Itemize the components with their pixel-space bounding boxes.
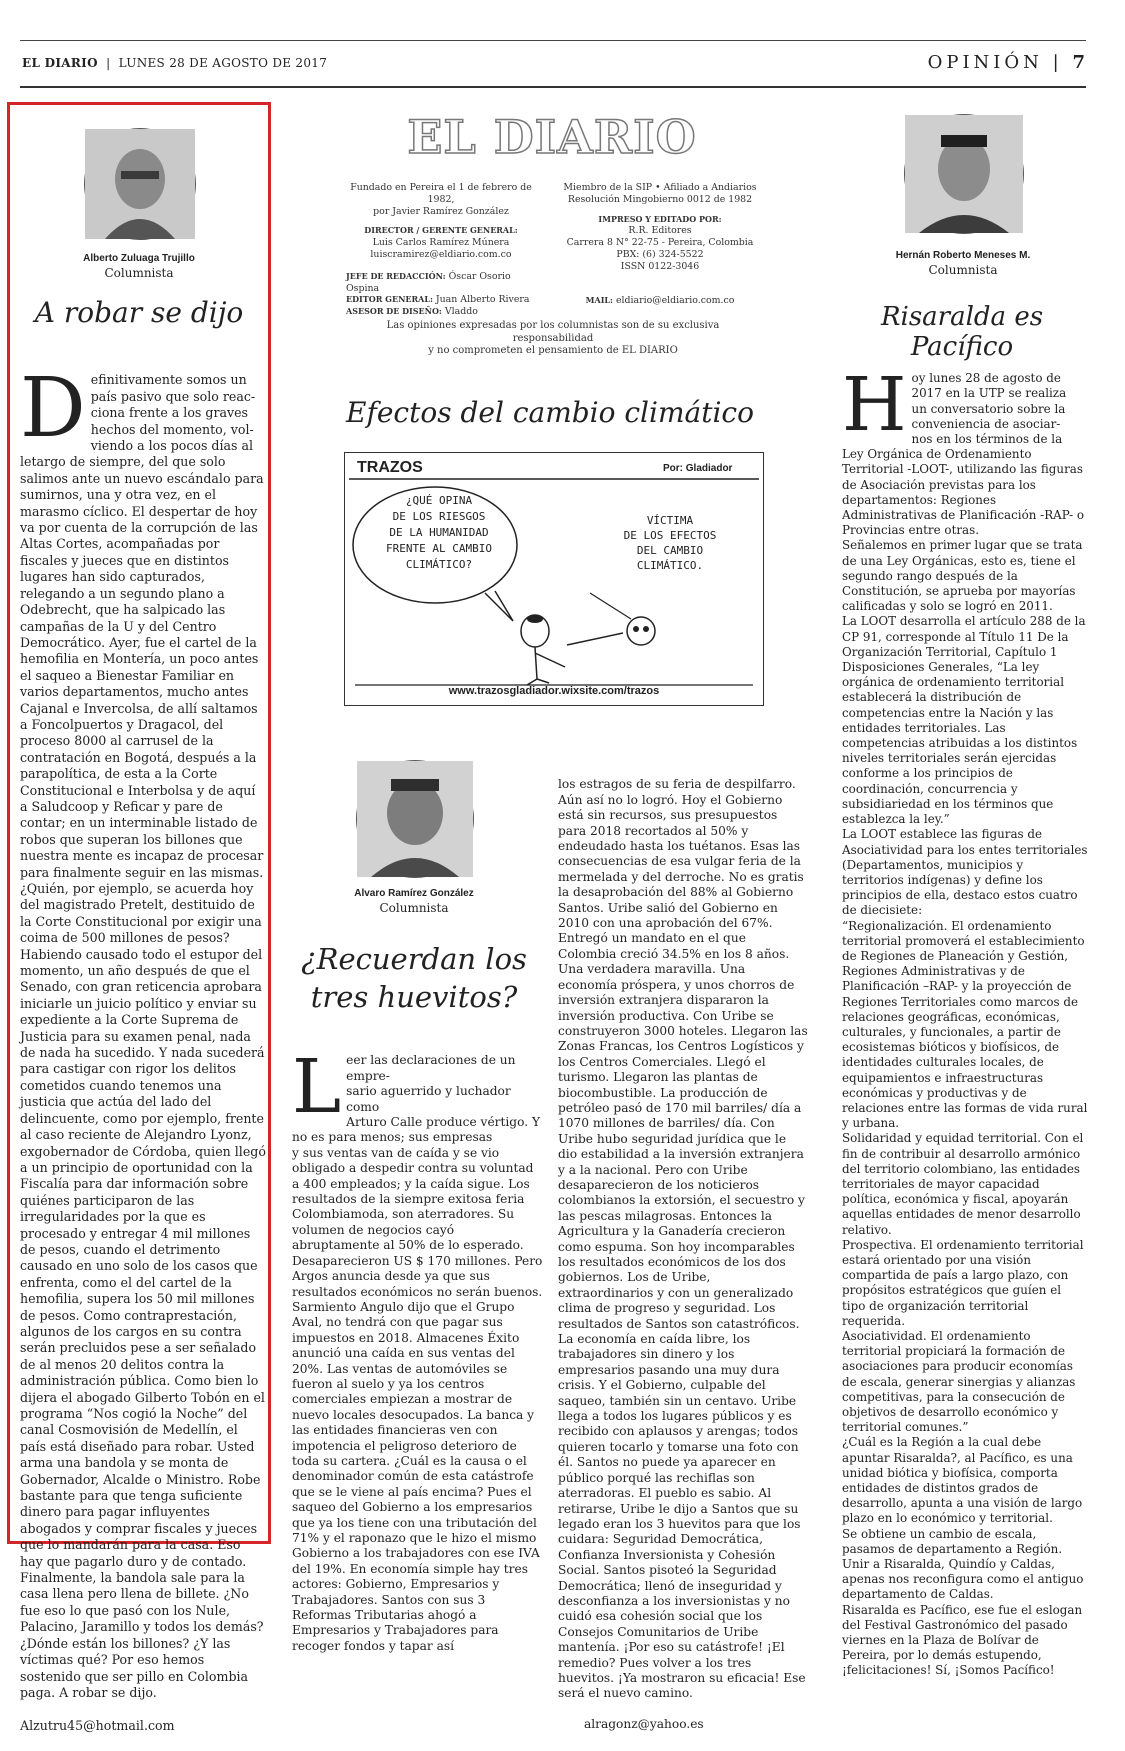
design-name: Vladdo	[444, 306, 478, 318]
masthead-left	[346, 182, 536, 318]
author-name: Alvaro Ramírez González	[354, 888, 474, 899]
speech-bubble-question: ¿QUÉ OPINA DE LOS RIESGOS DE LA HUMANIDAD FRENTE AL CAMBIO CLIMÁTICO?	[386, 494, 492, 571]
author-name: Alberto Zuluaga Trujillo	[83, 253, 195, 264]
cartoon-frame	[344, 452, 764, 706]
strip-name: TRAZOS	[357, 459, 423, 476]
drop-cap: D	[20, 361, 86, 457]
cartoon-headline: Efectos del cambio climático	[346, 396, 754, 429]
cartoon-drawing	[345, 453, 763, 705]
author-email: alragonz@yahoo.es	[584, 1717, 704, 1732]
article-title: ¿Recuerdan los tres huevitos?	[301, 942, 527, 1014]
page-number: 7	[1072, 52, 1089, 73]
article-lead: eer las declaraciones de un empre- sario aguerrido y luchador como Arturo Calle produce vértigo. Y no es para menos; sus empresas y sus ventas van de caída y se vio	[292, 1053, 540, 1160]
article-body	[292, 1038, 544, 1653]
portrait-image	[905, 115, 1023, 233]
portrait-image	[85, 129, 195, 239]
article-body	[842, 356, 1088, 1678]
author-photo	[84, 128, 196, 240]
header-dateline	[22, 56, 327, 70]
article-title: Risaralda es Pacífico	[880, 302, 1044, 362]
director-info: Luis Carlos Ramírez Múnera luiscramirez@eldiario.com.co	[370, 237, 512, 260]
printed-label: IMPRESO Y EDITADO POR:	[598, 213, 722, 224]
caption-victim: VÍCTIMA DE LOS EFECTOS DEL CAMBIO CLIMÁTICO.	[623, 514, 717, 572]
mail-address: eldiario@eldiario.com.co	[616, 294, 735, 306]
separator: |	[101, 56, 115, 70]
article-lead: efinitivamente somos un país pasivo que solo reac- ciona frente a los graves hechos del momento, vol- viendo a los pocos días al	[90, 372, 256, 454]
printed-info: R.R. Editores Carrera 8 N° 22-75 - Pereira, Colombia PBX: (6) 324-5522 ISSN 0122-3046	[566, 225, 754, 272]
article-lead: oy lunes 28 de agosto de 2017 en la UTP se realiza un conversatorio sobre la conveniencia de asociar- nos en los términos de la	[911, 371, 1067, 447]
author-email: Alzutru45@hotmail.com	[20, 1717, 175, 1733]
editor-name: Juan Alberto Rivera	[435, 294, 530, 306]
disclaimer: Las opiniones expresadas por los columnistas son de su exclusiva responsabilidad y no comprometen el pensamiento de EL DIARIO	[386, 320, 720, 356]
portrait-image	[357, 761, 473, 877]
strip-byline: Por: Gladiador	[663, 463, 733, 474]
article-text-b: los estragos de su feria de despilfarro. Aún así no lo logró. Hoy el Gobierno está sin recursos, sus presupuestos para 2018 recortados al 50% y endeudado hasta los tuétanos. Esas las consecuencias de esa vulgar feria de la mermelada y del derroche. No es gratis la desaprobación del 88% al Gobierno Santos. Uribe salió del Gobierno en 2010 con una aprobación del 67%. Entregó un mandato en el que Colombia creció 34.5% en los 8 años. Una verdadera maravilla. Una economía próspera, y unos chorros de inversión extranjera dispararon la inversión productiva. Con Uribe se construyeron 3000 hoteles. Llegaron las Zonas Francas, los Centros Logísticos y los Centros Comerciales. Llegó el turismo. Llegaron las plantas de biocombustible. La producción de petróleo pasó de 170 mil barriles/ día a 1070 millones de barriles/ día. Con Uribe hubo seguridad jurídica que le dio estabilidad a la inversión extranjera y a la nacional. Pero con Uribe desaparecieron de los noticieros colombianos la extorsión, el secuestro y las pescas milagrosas. Entonces la Agricultura y la Ganadería crecieron como espuma. Son hoy incomparables los resultados económicos de los dos gobiernos. Los de Uribe, extraordinarios y con un generalizado clima de progreso y seguridad. Los resultados de Santos son catastróficos. La economía en caída libre, los trabajadores sin dinero y los empresarios pasando una muy dura crisis. Y el Gobierno, culpable del saqueo, también sin un centavo. Uribe llega a todos los lugares públicos y es recibido con aplausos y arengas; todos quieren tocarlo y tomarse una foto con él. Santos no puede ya aparecer en público porqué las rechiflas son aterradoras. El pueblo es sabio. Al retirarse, Uribe le dijo a Santos que su legado eran los 3 huevitos para que los cuidara: Seguridad Democrática, Confianza Inversionista y Cohesión Social. Santos pisoteó la Seguridad Democrática; llenó de inseguridad y desconfianza a los inversionistas y no cuidó esa cohesión social que los Consejos Comunitarios de Uribe mantenía. ¡Por eso su catástrofe! ¡El remedio? Pues volver a los tres huevitos. ¡Ya mostraron su eficacia! Ese será el nuevo camino.	[558, 777, 808, 1701]
separator: |	[1052, 52, 1073, 73]
director-label: DIRECTOR / GERENTE GENERAL:	[364, 225, 518, 236]
editor-label: EDITOR GENERAL:	[346, 294, 433, 305]
article-text: Ley Orgánica de Ordenamiento Territorial -LOOT-, utilizando las figuras de Asociación previstas para los departamentos: Regiones Administrativas de Planificación -RAP- o Provincias entre otras. Señalemos en primer lugar que se trata de una Ley Orgánicas, esto es, tiene el segundo rango después de la Constitución, se aprueba por mayorías calificadas y solo se logró en 2011. La LOOT desarrolla el artículo 288 de la CP 91, corresponde al Título 11 De la Organización Territorial, Capítulo 1 Disposiciones Generales, “La ley orgánica de ordenamiento territorial establecerá la distribución de competencias entre la Nación y las entidades territoriales. Las competencias atribuidas a los distintos niveles territoriales serán ejercidas conforme a los principios de coordinación, concurrencia y subsidiariedad en los términos que establezca la ley.” La LOOT establece las figuras de Asociatividad para los entes territoriales (Departamentos, municipios y territorios indígenas) y define los principios de ella, destaco estos cuatro de diecisiete: “Regionalización. El ordenamiento territorial promoverá el establecimiento de Regiones de Planeación y Gestión, Regiones Administrativas y de Planificación –RAP- y la proyección de Regiones Territoriales como marcos de relaciones geográficas, económicas, culturales, y funcionales, a partir de ecosistemas bióticos y biofísicos, de identidades culturales locales, de equipamientos e infraestructuras económicas y productivas y de relaciones entre las formas de vida rural y urbana. Solidaridad y equidad territorial. Con el fin de contribuir al desarrollo armónico del territorio colombiano, las entidades territoriales de mayor capacidad política, económica y fiscal, apoyarán aquellas entidades de menor desarrollo relativo. Prospectiva. El ordenamiento territorial estará orientado por una visión compartida de país a largo plazo, con propósitos estratégicos que guíen el tipo de organización territorial requerida. Asociatividad. El ordenamiento territorial propiciará la formación de asociaciones para producir economías de escala, generar sinergias y alianzas competitivas, para la consecución de objetivos de desarrollo económico y territorial comunes.” ¿Cuál es la Región a la cual debe apuntar Risaralda?, al Pacífico, es una unidad biótica y biofísica, comporta entidades de distintos grados de desarrollo, apunta a una visión de largo plazo en lo económico y territorial. Se obtiene un cambio de escala, pasamos de departamento a Región. Unir a Risaralda, Quindío y Caldas, apenas nos reconfigura como el antiguo departamento de Caldas. Risaralda es Pacífico, ese fue el eslogan del Festival Gastronómico del pasado viernes en la Plaza de Bolívar de Pereira, por lo demás estupendo, ¡felicitaciones! Sí, ¡Somos Pacífico!	[842, 447, 1088, 1678]
article-body	[20, 356, 266, 1733]
top-rule	[20, 40, 1086, 41]
design-label: ASESOR DE DISEÑO:	[346, 306, 442, 317]
section-name: OPINIÓN	[927, 52, 1043, 73]
article-body-continued	[558, 762, 808, 1732]
founded-info: Fundado en Pereira el 1 de febrero de 1982, por Javier Ramírez González	[350, 182, 532, 217]
masthead-right	[560, 182, 760, 306]
chief-name: Óscar Osorio Ospina	[346, 270, 511, 294]
author-photo	[356, 760, 474, 878]
drop-cap: H	[842, 362, 907, 449]
masthead-logo: EL DIARIO	[407, 110, 697, 164]
article-title: A robar se dijo	[34, 296, 244, 329]
drop-cap: L	[292, 1044, 342, 1131]
header-rule	[20, 86, 1086, 88]
author-role: Columnista	[928, 263, 998, 277]
author-role: Columnista	[379, 901, 449, 915]
article-text-a: obligado a despedir contra su voluntad a 400 empleados; y la caída sigue. Los resultados de la siempre exitosa feria Colombiamoda, son aterradores. Su volumen de negocios cayó abruptamente al 50% de lo esperado. Desaparecieron US $ 170 millones. Pero Argos anuncia desde ya que sus resultados económicos no serán buenos. Sarmiento Angulo dijo que el Grupo Aval, no tendrá con que pagar sus impuestos en 2018. Almacenes Éxito anunció una caída en sus ventas del 20%. Las ventas de automóviles se fueron al suelo y ya los centros comerciales empiezan a mostrar de nuevo locales desocupados. La banca y las entidades financieras ven con impotencia el peligroso deterioro de toda su cartera. ¿Cuál es la causa o el denominador común de esta catástrofe que se le viene al país encima? Pues el saqueo del Gobierno a los empresarios que ya los tiene con una tributación del 71% y el raponazo que le hizo el mismo Gobierno a los trabajadores con ese IVA del 19%. En economía simple hay tres actores: Gobierno, Empresarios y Trabajadores. Santos con sus 3 Reformas Tributarias ahogó a Empresarios y Trabajadores para recoger fondos y tapar así	[292, 1161, 543, 1653]
chief-label: JEFE DE REDACCIÓN:	[346, 270, 446, 281]
mail-label: MAIL:	[585, 294, 614, 305]
section-label	[928, 52, 1089, 73]
author-name: Hernán Roberto Meneses M.	[895, 250, 1031, 261]
paper-name: EL DIARIO	[22, 56, 98, 70]
author-role: Columnista	[104, 266, 174, 280]
article-text: letargo de siempre, del que solo salimos ante un nuevo escándalo para sumirnos, una y otra vez, en el marasmo cíclico. El despertar de hoy va por cuenta de la corrupción de las Altas Cortes, acompañadas por fiscales y jueces que en distintos lugares han sido capturados, relegando a un segundo plano a Odebrecht, que ha salpicado las campañas de la U y del Centro Democrático. Ayer, fue el cartel de la hemofilia en Montería, un poco antes el saqueo a Bienestar Familiar en varios departamentos, mucho antes Cajanal e Invercolsa, de allí saltamos a Foncolpuertos y Dragacol, del proceso 8000 al carrusel de la contratación en Bogotá, después a la parapolítica, de esta a la Corte Constitucional e Interbolsa y de aquí a Saludcoop y Reficar y pare de contar; en un interminable listado de robos que superan los billones que nuestra mente es incapaz de procesar para finalmente seguir en las mismas. ¿Quién, por ejemplo, se acuerda hoy del magistrado Pretelt, destituido de la Corte Constitucional por exigir una coima de 500 millones de pesos? Habiendo causado todo el estupor del momento, un año después de que el Senado, con gran reticencia aprobara iniciarle un juicio político y enviar su expediente a la Corte Suprema de Justicia para su examen penal, nada de nada ha sucedido. Y nada sucederá para castigar con rigor los delitos cometidos cuando tenemos una justicia que actúa del lado del delincuente, como por ejemplo, frente al caso reciente de Alejandro Lyonz, exgobernador de Córdoba, quien llegó a un principio de oportunidad con la Fiscalía para dar información sobre quiénes participaron de las irregularidades por la que es procesado y entregar 4 mil millones de pesos, cuando el detrimento causado en uno solo de los casos que enfrenta, como el del cartel de la hemofilia, supera los 50 mil millones de pesos. Como contraprestación, algunos de los cargos en su contra serán precluidos pese a ser señalado de al menos 20 delitos contra la administración pública. Como bien lo dijera el abogado Gilberto Tobón en el programa “Nos cogió la Noche” del canal Cosmovisión de Medellín, el país está diseñado para robar. Usted arma una bandola y se monta de Gobernador, Alcalde o Ministro. Robe bastante para que tenga suficiente dinero para pagar influyentes abogados y comprar fiscales y jueces que lo mandarán para la casa. Eso hay que pagarlo duro y de contado. Finalmente, la bandola sale para la casa llena pero llena de billete. ¿No fue eso lo que pasó con los Nule, Palacino, Jaramillo y todos los demás? ¿Dónde están los billones? ¿Y las víctimas qué? Por eso hemos sostenido que ser pillo en Colombia paga. A robar se dijo.	[20, 454, 266, 1700]
issue-date: LUNES 28 DE AGOSTO DE 2017	[118, 56, 328, 70]
author-photo	[904, 114, 1024, 234]
membership-info: Miembro de la SIP • Afiliado a Andiarios Resolución Mingobierno 0012 de 1982	[563, 182, 757, 205]
cartoon-url: www.trazosgladiador.wixsite.com/trazos	[448, 685, 660, 697]
